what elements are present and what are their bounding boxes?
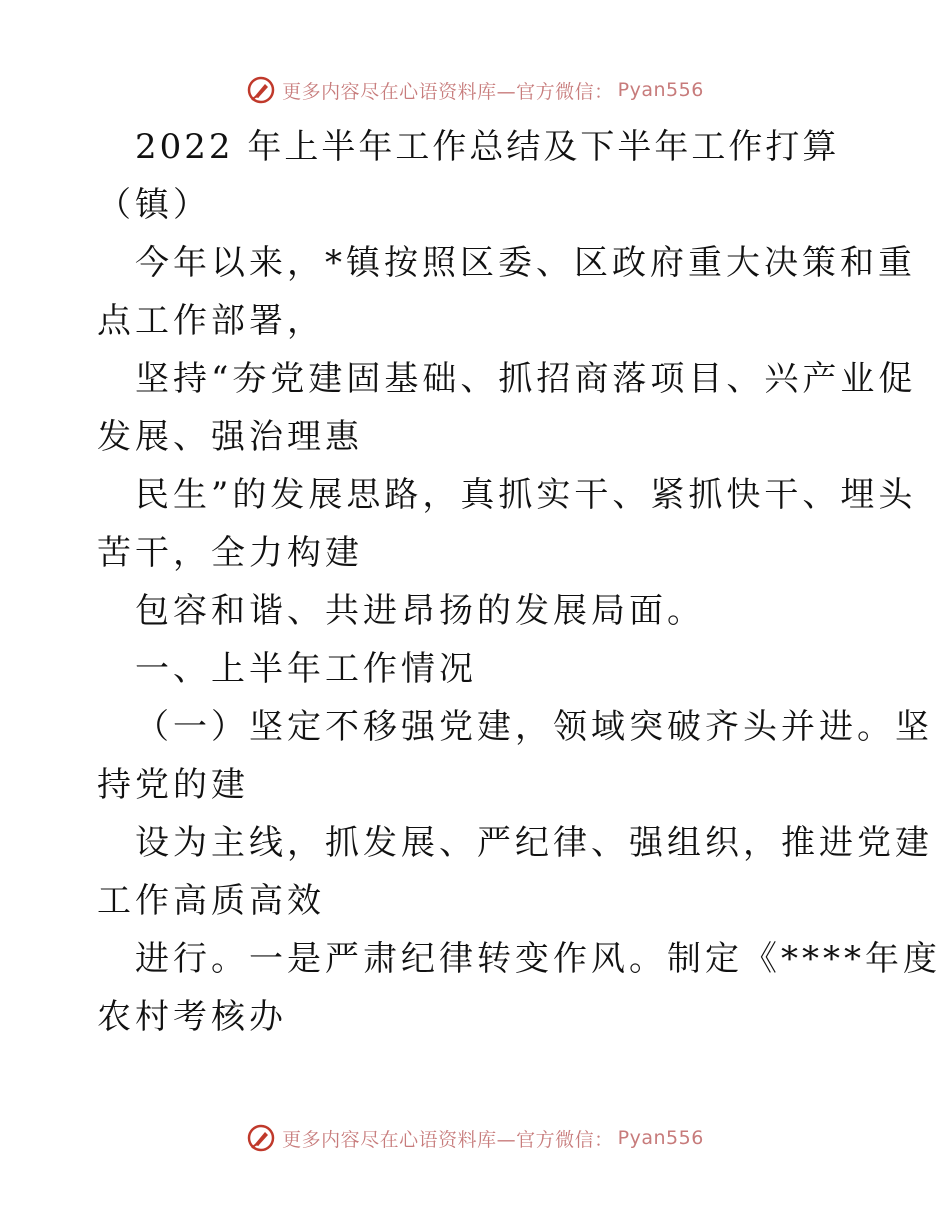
paragraph-line: 农村考核办 (97, 997, 287, 1037)
paragraph-line: 进行。一是严肃纪律转变作风。制定《****年度 (135, 939, 941, 979)
paragraph-line: 工作高质高效 (97, 881, 325, 921)
watermark-wechat-id: Pyan556 (617, 1127, 704, 1149)
paragraph-line: 民生”的发展思路，真抓实干、紧抓快干、埋头 (135, 475, 917, 515)
watermark-text: 更多内容尽在心语资料库—官方微信： (282, 80, 614, 103)
document-subtitle: （镇） (97, 185, 211, 225)
pen-circle-logo-icon (246, 75, 276, 105)
document-title: 2022 年上半年工作总结及下半年工作打算 (135, 127, 840, 167)
paragraph-line: 包容和谐、共进昂扬的发展局面。 (135, 591, 705, 631)
watermark-text: 更多内容尽在心语资料库—官方微信： (282, 1128, 614, 1151)
header-watermark (0, 70, 950, 110)
watermark-wechat-id: Pyan556 (617, 79, 704, 101)
document-body (97, 118, 941, 1046)
paragraph-line: 持党的建 (97, 765, 249, 805)
paragraph-line: 今年以来，*镇按照区委、区政府重大决策和重 (135, 243, 916, 283)
paragraph-line: 发展、强治理惠 (97, 417, 363, 457)
footer-watermark (0, 1118, 950, 1158)
section-heading: 一、上半年工作情况 (135, 649, 477, 689)
paragraph-line: 苦干，全力构建 (97, 533, 363, 573)
paragraph-line: 点工作部署， (97, 301, 325, 341)
subsection-heading: （一）坚定不移强党建，领域突破齐头并进。坚 (135, 707, 933, 747)
paragraph-line: 设为主线，抓发展、严纪律、强组织，推进党建 (135, 823, 933, 863)
pen-circle-logo-icon (246, 1123, 276, 1153)
paragraph-line: 坚持“夯党建固基础、抓招商落项目、兴产业促 (135, 359, 917, 399)
